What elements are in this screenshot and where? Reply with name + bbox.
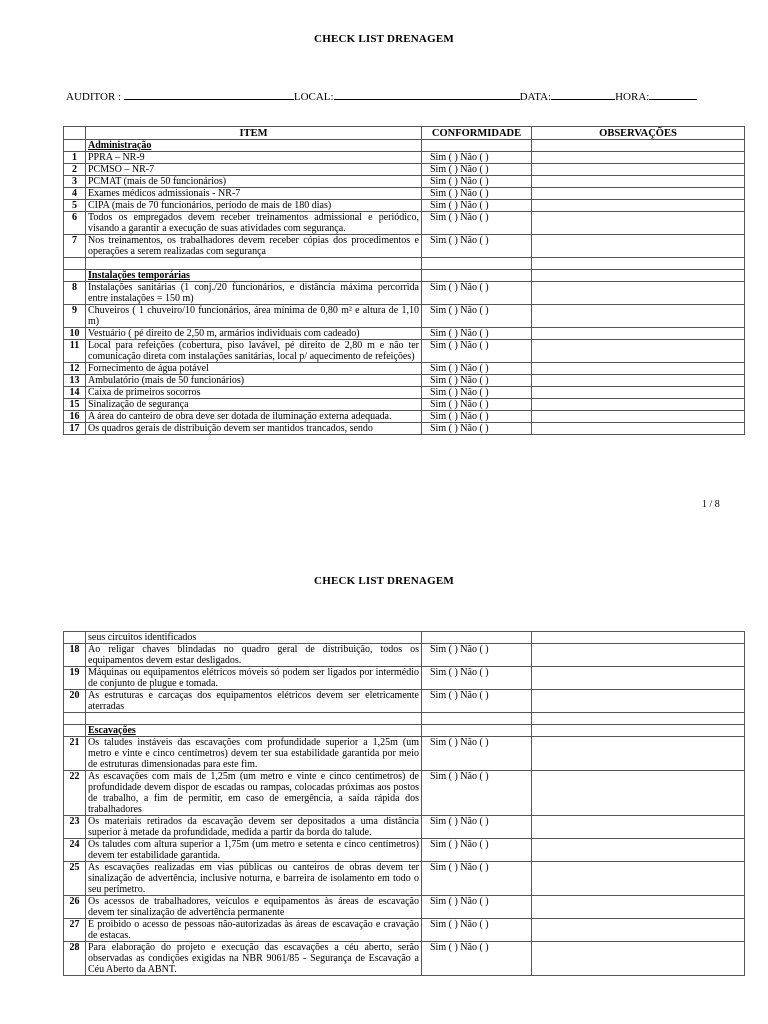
item-text: As escavações realizadas em vias públicas ou canteiros de obras devem ter sinalização de advertência, inclusive noturna, e barreira de isolamento em todo o seu perímetro. [86, 862, 422, 896]
local-label: LOCAL: [293, 91, 334, 103]
col-header-conformidade: CONFORMIDADE [422, 127, 532, 140]
observacoes-cell[interactable] [532, 212, 745, 235]
item-text: Instalações sanitárias (1 conj./20 funcionários, e distância máxima percorrida entre instalações = 150 m) [86, 282, 422, 305]
item-number: 25 [64, 862, 86, 896]
item-text: É proibido o acesso de pessoas não-autorizadas às áreas de escavação e cravação de estacas. [86, 919, 422, 942]
conformidade-cell[interactable]: Sim ( ) Não ( ) [422, 771, 532, 816]
item-number: 9 [64, 305, 86, 328]
item-text: Caixa de primeiros socorros [86, 387, 422, 399]
observacoes-cell[interactable] [532, 632, 745, 644]
section-title: Administração [86, 140, 422, 152]
item-text: Vestuário ( pé direito de 2,50 m, armários individuais com cadeado) [86, 328, 422, 340]
auditor-label: AUDITOR : [66, 91, 124, 103]
conformidade-cell[interactable]: Sim ( ) Não ( ) [422, 839, 532, 862]
item-number: 6 [64, 212, 86, 235]
item-text: Nos treinamentos, os trabalhadores devem receber cópias dos procedimentos e operações a serem realizadas com segurança [86, 235, 422, 258]
table-row [64, 305, 745, 328]
item-text: Ao religar chaves blindadas no quadro geral de distribuição, todos os equipamentos devem estar desligados. [86, 644, 422, 667]
col-header-item: ITEM [86, 127, 422, 140]
table-header-row [64, 127, 745, 140]
conformidade-cell[interactable]: Sim ( ) Não ( ) [422, 164, 532, 176]
conformidade-cell[interactable]: Sim ( ) Não ( ) [422, 328, 532, 340]
item-number [64, 270, 86, 282]
item-number: 24 [64, 839, 86, 862]
col-header-observacoes: OBSERVAÇÕES [532, 127, 745, 140]
item-text: Os acessos de trabalhadores, veículos e equipamentos às áreas de escavação devem ter sinalização de advertência permanente [86, 896, 422, 919]
conformidade-cell[interactable]: Sim ( ) Não ( ) [422, 667, 532, 690]
item-text: Para elaboração do projeto e execução das escavações a céu aberto, serão observadas as condições exigidas na NBR 9061/85 - Segurança de Escavação a Céu Aberto da ABNT. [86, 942, 422, 976]
item-text: PCMSO – NR-7 [86, 164, 422, 176]
table-row [64, 176, 745, 188]
observacoes-cell[interactable] [532, 164, 745, 176]
observacoes-cell[interactable] [532, 328, 745, 340]
conformidade-cell [422, 270, 532, 282]
item-number: 18 [64, 644, 86, 667]
conformidade-cell [422, 713, 532, 725]
conformidade-cell[interactable]: Sim ( ) Não ( ) [422, 690, 532, 713]
section-title: Escavações [86, 725, 422, 737]
table-row [64, 423, 745, 435]
observacoes-cell[interactable] [532, 340, 745, 363]
item-number: 1 [64, 152, 86, 164]
conformidade-cell [422, 140, 532, 152]
item-text: Fornecimento de água potável [86, 363, 422, 375]
table-row [64, 942, 745, 976]
item-number [64, 140, 86, 152]
table-row [64, 152, 745, 164]
item-number: 5 [64, 200, 86, 212]
observacoes-cell[interactable] [532, 258, 745, 270]
observacoes-cell[interactable] [532, 305, 745, 328]
section-title: Instalações temporárias [86, 270, 422, 282]
item-number: 13 [64, 375, 86, 387]
item-text: Ambulatório (mais de 50 funcionários) [86, 375, 422, 387]
observacoes-cell[interactable] [532, 423, 745, 435]
item-number [64, 258, 86, 270]
item-number [64, 632, 86, 644]
conformidade-cell [422, 632, 532, 644]
observacoes-cell[interactable] [532, 363, 745, 375]
item-number: 21 [64, 737, 86, 771]
observacoes-cell[interactable] [532, 399, 745, 411]
table-row [64, 387, 745, 399]
item-text: Sinalização de segurança [86, 399, 422, 411]
item-text: As estruturas e carcaças dos equipamentos elétricos devem ser eletricamente aterradas [86, 690, 422, 713]
item-text: Local para refeições (cobertura, piso lavável, pé direito de 2,80 m e não ter comunicação direta com instalações sanitárias, local p/ aquecimento de refeições) [86, 340, 422, 363]
item-number: 12 [64, 363, 86, 375]
observacoes-cell[interactable] [532, 919, 745, 942]
conformidade-cell[interactable]: Sim ( ) Não ( ) [422, 305, 532, 328]
item-number: 2 [64, 164, 86, 176]
conformidade-cell[interactable]: Sim ( ) Não ( ) [422, 399, 532, 411]
spacer-row [64, 258, 745, 270]
hora-label: HORA: [615, 91, 650, 103]
conformidade-cell[interactable]: Sim ( ) Não ( ) [422, 896, 532, 919]
hora-field[interactable] [649, 89, 697, 100]
conformidade-cell[interactable]: Sim ( ) Não ( ) [422, 340, 532, 363]
observacoes-cell[interactable] [532, 771, 745, 816]
item-text [86, 258, 422, 270]
observacoes-cell[interactable] [532, 387, 745, 399]
table-row [64, 282, 745, 305]
observacoes-cell[interactable] [532, 176, 745, 188]
item-number: 14 [64, 387, 86, 399]
item-number: 4 [64, 188, 86, 200]
table-row [64, 690, 745, 713]
observacoes-cell[interactable] [532, 896, 745, 919]
observacoes-cell[interactable] [532, 713, 745, 725]
item-number: 17 [64, 423, 86, 435]
conformidade-cell[interactable]: Sim ( ) Não ( ) [422, 816, 532, 839]
table-row [64, 235, 745, 258]
conformidade-cell[interactable]: Sim ( ) Não ( ) [422, 644, 532, 667]
table-row [64, 839, 745, 862]
observacoes-cell[interactable] [532, 200, 745, 212]
observacoes-cell[interactable] [532, 942, 745, 976]
item-text: Os materiais retirados da escavação devem ser depositados a uma distância superior à metade da profundidade, medida a partir da borda do talude. [86, 816, 422, 839]
table-row [64, 363, 745, 375]
item-text: Todos os empregados devem receber treinamentos admissional e periódico, visando a garantir a execução de suas atividades com segurança. [86, 212, 422, 235]
table-row [64, 919, 745, 942]
item-number: 3 [64, 176, 86, 188]
auditor-field[interactable] [124, 89, 294, 100]
table-row [64, 399, 745, 411]
item-text: Os quadros gerais de distribuição devem ser mantidos trancados, sendo [86, 423, 422, 435]
table-row [64, 771, 745, 816]
observacoes-cell[interactable] [532, 282, 745, 305]
data-field[interactable] [551, 89, 615, 100]
table-row [64, 737, 745, 771]
table-row [64, 164, 745, 176]
item-number: 16 [64, 411, 86, 423]
observacoes-cell[interactable] [532, 644, 745, 667]
table-row [64, 340, 745, 363]
item-text: CIPA (mais de 70 funcionários, período de mais de 180 dias) [86, 200, 422, 212]
observacoes-cell[interactable] [532, 411, 745, 423]
data-label: DATA: [519, 91, 552, 103]
conformidade-cell[interactable]: Sim ( ) Não ( ) [422, 188, 532, 200]
observacoes-cell[interactable] [532, 140, 745, 152]
conformidade-cell[interactable]: Sim ( ) Não ( ) [422, 411, 532, 423]
item-number: 8 [64, 282, 86, 305]
conformidade-cell[interactable]: Sim ( ) Não ( ) [422, 200, 532, 212]
item-number: 26 [64, 896, 86, 919]
table-row [64, 862, 745, 896]
item-number: 19 [64, 667, 86, 690]
item-text: seus circuitos identificados [86, 632, 422, 644]
item-text: Chuveiros ( 1 chuveiro/10 funcionários, área mínima de 0,80 m² e altura de 1,10 m) [86, 305, 422, 328]
item-number: 7 [64, 235, 86, 258]
observacoes-cell[interactable] [532, 188, 745, 200]
conformidade-cell[interactable]: Sim ( ) Não ( ) [422, 282, 532, 305]
conformidade-cell[interactable]: Sim ( ) Não ( ) [422, 387, 532, 399]
conformidade-cell[interactable]: Sim ( ) Não ( ) [422, 919, 532, 942]
table-row [64, 328, 745, 340]
conformidade-cell[interactable]: Sim ( ) Não ( ) [422, 862, 532, 896]
observacoes-cell[interactable] [532, 270, 745, 282]
item-number [64, 713, 86, 725]
conformidade-cell[interactable]: Sim ( ) Não ( ) [422, 942, 532, 976]
checklist-table-page1 [63, 126, 745, 435]
conformidade-cell[interactable]: Sim ( ) Não ( ) [422, 152, 532, 164]
item-text: Exames médicos admissionais - NR-7 [86, 188, 422, 200]
item-number: 11 [64, 340, 86, 363]
table-row [64, 644, 745, 667]
observacoes-cell[interactable] [532, 839, 745, 862]
table-row [64, 667, 745, 690]
section-row [64, 140, 745, 152]
item-number [64, 725, 86, 737]
page-title-2: CHECK LIST DRENAGEM [314, 575, 454, 587]
conformidade-cell[interactable]: Sim ( ) Não ( ) [422, 235, 532, 258]
conformidade-cell[interactable]: Sim ( ) Não ( ) [422, 375, 532, 387]
conformidade-cell [422, 725, 532, 737]
observacoes-cell[interactable] [532, 375, 745, 387]
item-text: Os taludes instáveis das escavações com profundidade superior a 1,25m (um metro e vinte e cinco centímetros) devem ter sua estabilidade garantida por meio de estruturas dimensionadas para este fim. [86, 737, 422, 771]
item-number: 28 [64, 942, 86, 976]
page-title: CHECK LIST DRENAGEM [314, 33, 454, 45]
item-number: 27 [64, 919, 86, 942]
observacoes-cell[interactable] [532, 690, 745, 713]
table-row [64, 896, 745, 919]
conformidade-cell [422, 258, 532, 270]
page-number: 1 / 8 [702, 499, 720, 510]
table-row [64, 200, 745, 212]
local-field[interactable] [334, 89, 520, 100]
conformidade-cell[interactable]: Sim ( ) Não ( ) [422, 737, 532, 771]
observacoes-cell[interactable] [532, 725, 745, 737]
item-text: Os taludes com altura superior a 1,75m (um metro e setenta e cinco centímetros) devem ter estabilidade garantida. [86, 839, 422, 862]
table-row [64, 188, 745, 200]
table-row [64, 816, 745, 839]
observacoes-cell[interactable] [532, 862, 745, 896]
item-text: PCMAT (mais de 50 funcionários) [86, 176, 422, 188]
item-text: As escavações com mais de 1,25m (um metro e vinte e cinco centímetros) de profundidade devem dispor de escadas ou rampas, colocadas próximas aos postos de trabalho, a fim de permitir, em caso de emergência, a saída rápida dos trabalhadores [86, 771, 422, 816]
col-header-number [64, 127, 86, 140]
conformidade-cell[interactable]: Sim ( ) Não ( ) [422, 212, 532, 235]
checklist-table-page2 [63, 631, 745, 976]
table-row [64, 411, 745, 423]
observacoes-cell[interactable] [532, 737, 745, 771]
item-number: 22 [64, 771, 86, 816]
observacoes-cell[interactable] [532, 235, 745, 258]
item-number: 15 [64, 399, 86, 411]
item-number: 20 [64, 690, 86, 713]
spacer-row [64, 713, 745, 725]
conformidade-cell[interactable]: Sim ( ) Não ( ) [422, 363, 532, 375]
observacoes-cell[interactable] [532, 152, 745, 164]
audit-header [66, 89, 697, 103]
table-row [64, 212, 745, 235]
item-number: 23 [64, 816, 86, 839]
item-number: 10 [64, 328, 86, 340]
observacoes-cell[interactable] [532, 816, 745, 839]
item-text: A área do canteiro de obra deve ser dotada de iluminação externa adequada. [86, 411, 422, 423]
observacoes-cell[interactable] [532, 667, 745, 690]
section-row [64, 270, 745, 282]
table-row [64, 632, 745, 644]
section-row [64, 725, 745, 737]
conformidade-cell[interactable]: Sim ( ) Não ( ) [422, 423, 532, 435]
item-text: PPRA – NR-9 [86, 152, 422, 164]
table-row [64, 375, 745, 387]
conformidade-cell[interactable]: Sim ( ) Não ( ) [422, 176, 532, 188]
item-text: Máquinas ou equipamentos elétricos móveis só podem ser ligados por intermédio de conjunto de plugue e tomada. [86, 667, 422, 690]
item-text [86, 713, 422, 725]
